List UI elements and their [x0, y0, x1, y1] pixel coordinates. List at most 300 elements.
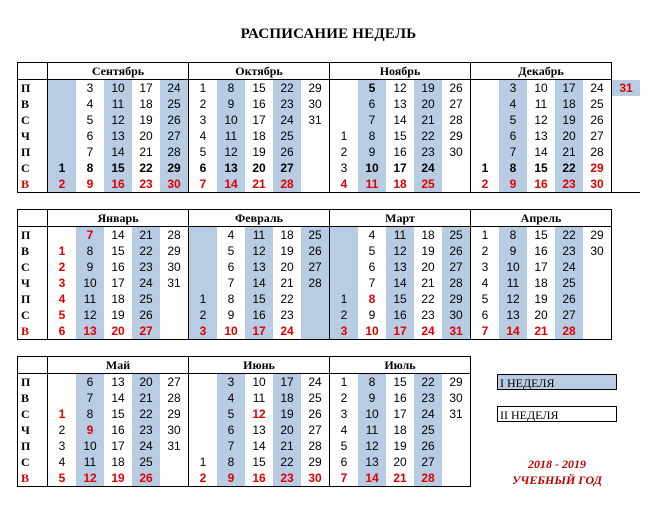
day-cell: 7: [86, 145, 94, 159]
day-cell: [330, 112, 359, 128]
day-cell: 24: [583, 80, 612, 97]
day-cell: 4: [217, 390, 245, 406]
day-cell: 14: [111, 391, 125, 405]
day-cell: 27: [414, 454, 442, 470]
day-cell: 11: [358, 422, 386, 438]
day-cell: [189, 275, 218, 291]
day-cell: 24: [414, 160, 442, 176]
day-cell: 21: [527, 323, 555, 340]
day-cell: 23: [280, 308, 294, 322]
day-cell: 24: [132, 275, 160, 291]
day-cell: [48, 390, 77, 406]
day-cell: [160, 307, 189, 323]
day-cell: 24: [555, 259, 583, 275]
day-cell: 23: [414, 390, 442, 406]
day-cell: 5: [330, 438, 359, 454]
day-cell: 6: [471, 307, 500, 323]
day-cell: 28: [160, 144, 189, 160]
weekday-label: С: [18, 259, 48, 275]
day-cell: 18: [139, 97, 153, 111]
day-cell: 14: [245, 275, 273, 291]
day-cell: 1: [189, 454, 218, 470]
day-cell: [583, 275, 612, 291]
day-cell: 22: [421, 292, 435, 306]
calendar-block-jan-apr: [17, 209, 612, 340]
day-cell: 6: [368, 260, 376, 274]
day-cell: 7: [189, 176, 218, 193]
day-cell: 12: [252, 407, 266, 421]
month-header: Май: [48, 357, 189, 374]
day-cell: 16: [527, 176, 555, 193]
day-cell: 23: [414, 144, 442, 160]
day-cell: 19: [111, 308, 125, 322]
day-cell: 4: [48, 291, 77, 307]
day-cell: 1: [48, 406, 77, 422]
day-cell: 5: [358, 80, 386, 97]
day-cell: [189, 227, 218, 244]
day-cell: 20: [104, 323, 132, 340]
day-cell: 15: [393, 129, 407, 143]
day-cell: 22: [273, 454, 301, 470]
day-cell: 14: [217, 176, 245, 193]
day-cell: 11: [358, 176, 386, 193]
day-cell: 9: [499, 176, 527, 193]
day-cell: 12: [217, 144, 245, 160]
day-cell: 18: [273, 390, 301, 406]
corner-cell: [18, 63, 48, 80]
day-cell: 5: [499, 112, 527, 128]
weekday-row: [18, 307, 612, 323]
day-cell: 20: [252, 161, 266, 175]
day-cell: 24: [414, 406, 442, 422]
day-cell: 15: [111, 244, 125, 258]
day-cell: 25: [301, 227, 330, 244]
day-cell: 2: [330, 144, 359, 160]
day-cell: 16: [393, 391, 407, 405]
day-cell-overflow: 31: [612, 80, 641, 97]
day-cell: 23: [273, 470, 301, 487]
day-cell: [160, 323, 189, 340]
day-cell: 2: [48, 422, 77, 438]
day-cell: 27: [555, 307, 583, 323]
weekday-label: В: [18, 470, 48, 487]
day-cell: 15: [104, 160, 132, 176]
day-cell: 16: [111, 423, 125, 437]
weekday-row: [18, 259, 612, 275]
day-cell: 3: [189, 112, 218, 128]
day-cell: 5: [471, 291, 500, 307]
day-cell: 19: [555, 112, 583, 128]
day-cell: 28: [167, 391, 181, 405]
day-cell: 2: [471, 243, 500, 259]
day-cell: 29: [308, 81, 322, 95]
day-cell: 18: [421, 228, 435, 242]
day-cell: 31: [308, 113, 322, 127]
day-cell: 14: [104, 144, 132, 160]
day-cell: 21: [421, 276, 435, 290]
day-cell: 5: [217, 406, 245, 422]
day-cell: 30: [442, 307, 471, 323]
day-cell: 27: [449, 97, 463, 111]
day-cell: 3: [471, 259, 500, 275]
day-cell: 1: [471, 227, 500, 244]
day-cell: 11: [252, 391, 266, 405]
day-cell-overflow: [612, 112, 641, 128]
day-cell: 11: [534, 97, 548, 111]
day-cell: 8: [499, 227, 527, 244]
day-cell: 13: [111, 375, 125, 389]
day-cell: 1: [330, 291, 359, 307]
day-cell: 19: [252, 145, 266, 159]
legend-week-2: II НЕДЕЛЯ: [497, 406, 617, 422]
day-cell: [330, 259, 359, 275]
day-cell: [48, 96, 77, 112]
day-cell: [583, 291, 612, 307]
day-cell-overflow: [612, 128, 641, 144]
day-cell: 16: [252, 97, 266, 111]
day-cell: 22: [414, 374, 442, 391]
day-cell: [48, 144, 77, 160]
day-cell: 28: [167, 228, 181, 242]
day-cell: 1: [48, 243, 77, 259]
day-cell: 20: [555, 128, 583, 144]
day-cell: 15: [386, 291, 414, 307]
day-cell: 31: [167, 439, 181, 453]
day-cell: [583, 307, 612, 323]
day-cell: 9: [358, 390, 386, 406]
day-cell: 13: [217, 160, 245, 176]
day-cell: 7: [471, 323, 500, 340]
day-cell: [471, 128, 500, 144]
weekday-row: [18, 144, 641, 160]
day-cell: 10: [104, 80, 132, 97]
day-cell: 28: [555, 323, 583, 340]
day-cell: 20: [393, 455, 407, 469]
day-cell: 5: [48, 307, 77, 323]
day-cell: [442, 160, 471, 176]
day-cell: 9: [358, 144, 386, 160]
day-cell: 11: [104, 96, 132, 112]
day-cell: 26: [132, 307, 160, 323]
day-cell: 7: [330, 470, 359, 487]
day-cell: [48, 227, 77, 244]
day-cell: 26: [583, 112, 612, 128]
day-cell: [189, 422, 218, 438]
day-cell: 30: [442, 390, 471, 406]
weekday-row: [18, 454, 471, 470]
weekday-row: [18, 80, 641, 97]
day-cell: 10: [217, 112, 245, 128]
day-cell: 10: [358, 406, 386, 422]
day-cell: [48, 80, 77, 97]
day-cell: 21: [273, 438, 301, 454]
weekday-label: Ч: [18, 275, 48, 291]
day-cell: 1: [48, 160, 77, 176]
day-cell: 16: [386, 307, 414, 323]
calendar-block-sep-dec: [17, 62, 640, 193]
day-cell: 10: [217, 323, 245, 340]
day-cell: 22: [280, 292, 294, 306]
day-cell: 11: [499, 275, 527, 291]
weekday-label: П: [18, 374, 48, 391]
day-cell: 2: [330, 390, 359, 406]
day-cell: 4: [471, 275, 500, 291]
day-cell: 3: [189, 323, 218, 340]
day-cell: 3: [48, 275, 77, 291]
day-cell: 7: [358, 112, 386, 128]
day-cell: 24: [160, 80, 189, 97]
day-cell: 26: [442, 243, 471, 259]
day-cell: [189, 243, 218, 259]
day-cell: 26: [273, 144, 301, 160]
day-cell: [330, 96, 359, 112]
day-cell: 5: [189, 144, 218, 160]
day-cell: 5: [48, 470, 77, 487]
day-cell: 10: [76, 438, 104, 454]
weekday-label: П: [18, 291, 48, 307]
day-cell: 24: [414, 323, 442, 340]
day-cell: 1: [471, 160, 500, 176]
day-cell-overflow: [612, 176, 641, 193]
day-cell: 13: [499, 307, 527, 323]
day-cell: [189, 438, 218, 454]
day-cell: 28: [273, 176, 301, 193]
day-cell: 17: [111, 439, 125, 453]
page-title: РАСПИСАНИЕ НЕДЕЛЬ: [240, 26, 417, 42]
day-cell: 22: [555, 227, 583, 244]
day-cell: 12: [76, 307, 104, 323]
day-cell: 18: [393, 423, 407, 437]
day-cell: 17: [393, 161, 407, 175]
day-cell: 23: [132, 422, 160, 438]
day-cell: 20: [421, 260, 435, 274]
day-cell: 10: [76, 275, 104, 291]
day-cell: 2: [189, 470, 218, 487]
day-cell: [471, 80, 500, 97]
day-cell: 8: [358, 128, 386, 144]
day-cell: [189, 390, 218, 406]
weekday-row: [18, 96, 641, 112]
day-cell: 6: [358, 96, 386, 112]
day-cell: 6: [499, 128, 527, 144]
day-cell: 30: [308, 97, 322, 111]
weekday-row: [18, 406, 471, 422]
day-cell: 13: [386, 259, 414, 275]
day-cell: 12: [386, 243, 414, 259]
day-cell: 29: [160, 160, 189, 176]
day-cell: 19: [414, 80, 442, 97]
day-cell: 15: [252, 455, 266, 469]
day-cell: 15: [252, 81, 266, 95]
day-cell: 26: [308, 407, 322, 421]
day-cell: 20: [139, 129, 153, 143]
day-cell: 30: [583, 176, 612, 193]
day-cell: 22: [273, 80, 301, 97]
day-cell: 6: [330, 454, 359, 470]
day-cell: 21: [280, 276, 294, 290]
day-cell: 2: [48, 176, 77, 193]
day-cell: [442, 422, 471, 438]
day-cell: 7: [499, 144, 527, 160]
day-cell: 30: [301, 470, 330, 487]
day-cell: 25: [414, 422, 442, 438]
weekday-row: [18, 243, 612, 259]
day-cell: [301, 144, 330, 160]
day-cell-overflow: [612, 96, 641, 112]
day-cell: 29: [449, 129, 463, 143]
day-cell: 8: [499, 160, 527, 176]
day-cell: 22: [132, 243, 160, 259]
weekday-row: [18, 374, 471, 391]
day-cell: 5: [368, 244, 376, 258]
day-cell: [330, 227, 359, 244]
day-cell: 16: [245, 470, 273, 487]
weekday-label: Ч: [18, 422, 48, 438]
day-cell: 16: [393, 145, 407, 159]
day-cell: 21: [132, 390, 160, 406]
day-cell: [583, 259, 612, 275]
day-cell: [160, 470, 189, 487]
day-cell: [583, 323, 612, 340]
day-cell: 16: [534, 244, 548, 258]
day-cell: 4: [330, 422, 359, 438]
day-cell: 27: [583, 128, 612, 144]
day-cell: 14: [499, 323, 527, 340]
day-cell: 2: [330, 307, 359, 323]
day-cell: 6: [227, 260, 235, 274]
day-cell: 2: [189, 96, 218, 112]
day-cell: 18: [280, 228, 294, 242]
day-cell: 20: [273, 422, 301, 438]
day-cell: 12: [245, 243, 273, 259]
day-cell: 9: [76, 422, 104, 438]
day-cell: 11: [217, 128, 245, 144]
day-cell: 3: [330, 160, 359, 176]
weekday-label: В: [18, 176, 48, 193]
day-cell: 14: [252, 439, 266, 453]
day-cell: [301, 176, 330, 193]
day-cell: 20: [534, 308, 548, 322]
day-cell: 6: [189, 160, 218, 176]
weekday-label: П: [18, 438, 48, 454]
corner-cell: [18, 210, 48, 227]
day-cell: [442, 176, 471, 193]
day-cell: 3: [330, 406, 359, 422]
day-cell: 28: [414, 470, 442, 487]
day-cell: 22: [139, 161, 153, 175]
day-cell: [471, 112, 500, 128]
day-cell: 16: [104, 176, 132, 193]
weekday-row: [18, 160, 641, 176]
day-cell: 9: [76, 259, 104, 275]
day-cell: 30: [449, 145, 463, 159]
day-cell: 26: [414, 438, 442, 454]
day-cell: 24: [273, 323, 301, 340]
day-cell: 25: [583, 96, 612, 112]
day-cell: 25: [160, 96, 189, 112]
day-cell: 5: [227, 244, 235, 258]
day-cell: 15: [534, 161, 548, 175]
day-cell: 9: [368, 308, 376, 322]
day-cell: 8: [227, 292, 235, 306]
day-cell: 11: [76, 291, 104, 307]
day-cell: 20: [280, 260, 294, 274]
day-cell: 7: [227, 276, 235, 290]
day-cell: 3: [499, 80, 527, 97]
month-header: Февраль: [189, 210, 330, 227]
day-cell: 8: [358, 374, 386, 391]
day-cell: 19: [393, 439, 407, 453]
day-cell: 26: [132, 470, 160, 487]
day-cell: 29: [583, 160, 612, 176]
day-cell: [48, 374, 77, 391]
day-cell: 25: [555, 275, 583, 291]
weekday-row: [18, 112, 641, 128]
day-cell: 4: [86, 97, 94, 111]
day-cell: 18: [386, 176, 414, 193]
day-cell: 25: [442, 227, 471, 244]
day-cell: 19: [104, 470, 132, 487]
day-cell: 2: [189, 307, 218, 323]
day-cell: 3: [48, 438, 77, 454]
day-cell: [442, 470, 471, 487]
day-cell: 23: [273, 96, 301, 112]
weekday-row: [18, 176, 641, 193]
month-header: Ноябрь: [330, 63, 471, 80]
day-cell: 17: [252, 113, 266, 127]
day-cell: 3: [86, 81, 94, 95]
day-cell: [189, 374, 218, 391]
day-cell: 28: [449, 113, 463, 127]
day-cell: 14: [534, 145, 548, 159]
day-cell: 19: [280, 244, 294, 258]
day-cell: 4: [189, 128, 218, 144]
day-cell: 12: [76, 470, 104, 487]
day-cell: 21: [555, 144, 583, 160]
month-header: Январь: [48, 210, 189, 227]
day-cell: 21: [139, 145, 153, 159]
day-cell: 4: [499, 96, 527, 112]
day-cell: 8: [368, 292, 376, 306]
day-cell: 31: [167, 276, 181, 290]
day-cell: 25: [414, 176, 442, 193]
day-cell: 23: [132, 176, 160, 193]
day-cell: [471, 96, 500, 112]
day-cell: 29: [583, 227, 612, 244]
day-cell: 29: [308, 455, 322, 469]
day-cell: 17: [139, 81, 153, 95]
day-cell: 8: [86, 161, 94, 175]
day-cell: 26: [449, 81, 463, 95]
day-cell: 3: [330, 323, 359, 340]
weekday-label: С: [18, 160, 48, 176]
day-cell: 4: [330, 176, 359, 193]
day-cell: 1: [330, 128, 359, 144]
day-cell: 15: [111, 407, 125, 421]
weekday-label: П: [18, 80, 48, 97]
day-cell: 31: [442, 323, 471, 340]
day-cell: 21: [245, 176, 273, 193]
day-cell: 18: [252, 129, 266, 143]
day-cell: 8: [217, 80, 245, 97]
day-cell: 15: [534, 228, 548, 242]
day-cell: 26: [301, 243, 330, 259]
weekday-row: [18, 422, 471, 438]
day-cell: 14: [386, 275, 414, 291]
weekday-row: [18, 128, 641, 144]
day-cell: 4: [227, 228, 235, 242]
day-cell: 28: [442, 275, 471, 291]
